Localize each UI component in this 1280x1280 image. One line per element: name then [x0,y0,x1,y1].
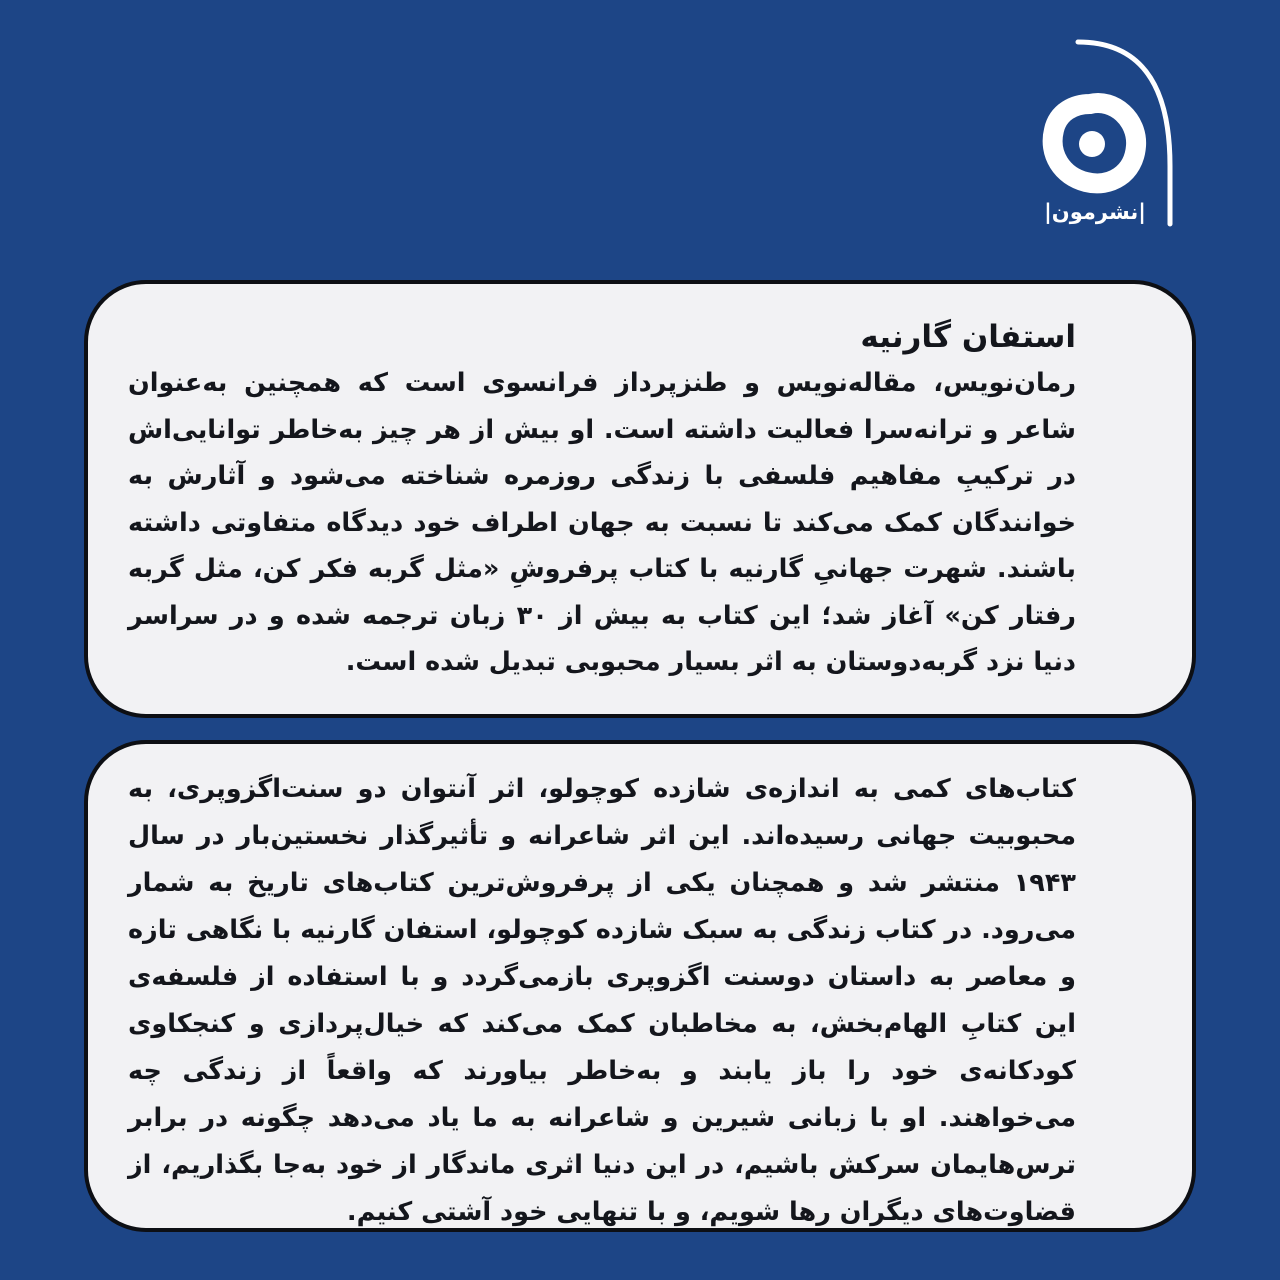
brand-name: |نشرمون| [1044,200,1146,224]
book-description-card [84,740,1196,1232]
author-bio-card [84,280,1196,718]
author-bio-text: رمان‌نویس، مقاله‌نویس و طنزپرداز فرانسوی است که همچنین به‌عنوان شاعر و ترانه‌سرا فعالیت داشته است. او بیش از هر چیز به‌خاطر توانایی‌اش در ترکیبِ مفاهیم فلسفی با زندگی روزمره شناخته می‌شود و آثارش به خوانندگان کمک می‌کند تا نسبت به جهان اطراف خود دیدگاه متفاوتی داشته باشند. شهرت جهانیِ گارنیه با کتاب پرفروشِ «مثل گربه فکر کن، مثل گربه رفتار کن» آغاز شد؛ این کتاب به بیش از ۳۰ زبان ترجمه شده و در سراسر دنیا نزد گربه‌دوستان به اثر بسیار محبوبی تبدیل شده است. [128,368,1076,677]
author-name: استفان گارنیه [860,319,1076,355]
book-description-text: کتاب‌های کمی به اندازه‌ی شازده کوچولو، اثر آنتوان دو سنت‌اگزوپری، به محبوبیت جهانی رسیده‌اند. این اثر شاعرانه و تأثیرگذار نخستین‌بار در سال ۱۹۴۳ منتشر شد و همچنان یکی از پرفروش‌ترین کتاب‌های تاریخ به شمار می‌رود. در کتاب زندگی به سبک شازده کوچولو، استفان گارنیه با نگاهی تازه و معاصر به داستان دوسنت اگزوپری بازمی‌گردد و با استفاده از فلسفه‌ی این کتابِ الهام‌بخش، به مخاطبان کمک می‌کند که خیال‌پردازی و کنجکاوی کودکانه‌ی خود را باز یابند و به‌خاطر بیاورند که واقعاً از زندگی چه می‌خواهند. او با زبانی شیرین و شاعرانه به ما یاد می‌دهد چگونه در برابر ترس‌هایمان سرکش باشیم، در این دنیا اثری ماندگار از خود به‌جا بگذاریم، از قضاوت‌های دیگران رها شویم، و با تنهایی خود آشتی کنیم. [128,774,1076,1227]
brand-logo [1030,36,1190,246]
